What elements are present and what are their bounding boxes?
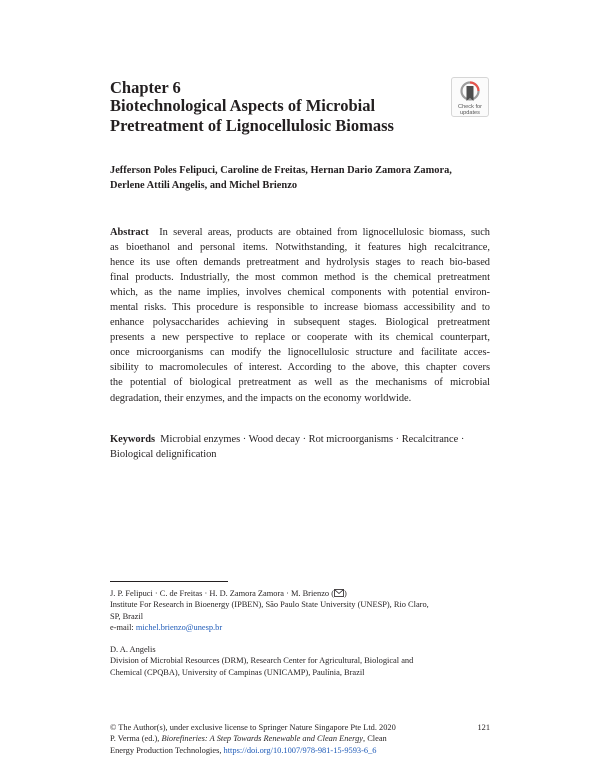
abstract-line: final products. Industrially, the most common method is the chemical pretreatment [110, 272, 490, 284]
affiliation-institution: SP, Brazil [110, 611, 144, 621]
abstract-line: which, as the name implies, involves chemical components with potential environ- [110, 287, 490, 299]
affiliation-block-1 [110, 588, 490, 633]
footnote-divider [110, 581, 228, 582]
abstract [110, 225, 490, 406]
affiliation-institution: Institute For Research in Bioenergy (IPBEN), São Paulo State University (UNESP), Rio Claro, [110, 600, 429, 610]
check-for-updates-badge[interactable] [451, 77, 489, 117]
keywords-line: Keywords Microbial enzymes · Wood decay · Rot microorganisms · Recalcitrance · [110, 434, 465, 445]
affiliation-block-2 [110, 644, 490, 678]
abstract-line: sibility to macromolecules of interest. According to the above, this chapter covers [110, 362, 490, 374]
affiliation-institution: Division of Microbial Resources (DRM), Research Center for Agricultural, Biological and [110, 656, 414, 666]
email-link[interactable]: michel.brienzo@unesp.br [135, 622, 223, 632]
keywords [110, 432, 490, 462]
chapter-title-line: Biotechnological Aspects of Microbial [110, 96, 376, 115]
abstract-line: hence its use often demands pretreatment and hydrolysis stages to reach bio-based [110, 257, 490, 269]
copyright-block [110, 722, 490, 756]
abstract-line: mental risks. This procedure is responsible to increase biomass accessibility and to [110, 302, 490, 314]
abstract-heading: Abstract [110, 227, 149, 238]
book-title: Biorefineries: A Step Towards Renewable and Clean Energy [161, 734, 364, 744]
crossmark-icon [460, 81, 480, 103]
citation-line: P. Verma (ed.), Biorefineries: A Step Towards Renewable and Clean Energy, Clean [110, 734, 387, 744]
author-line: Derlene Attili Angelis, and Michel Brienzo [110, 180, 298, 191]
affiliation-author: D. A. Angelis [110, 645, 156, 654]
check-for-updates-label: Check for updates [458, 104, 482, 116]
abstract-line: the potential of biological pretreatment as well as the mechanisms of microbial [110, 377, 490, 389]
affiliation-authors: J. P. Felipuci · C. de Freitas · H. D. Zamora Zamora · M. Brienzo ( ) [110, 589, 347, 598]
affiliation-email: e-mail: michel.brienzo@unesp.br [110, 622, 223, 632]
abstract-line: degradation, their enzymes, and the impacts on the economy worldwide. [110, 392, 412, 404]
page-number: 121 [477, 723, 490, 732]
chapter-title-line: Pretreatment of Lignocellulosic Biomass [110, 116, 394, 135]
keywords-line: Biological delignification [110, 449, 217, 460]
envelope-icon [334, 589, 344, 597]
series-line: Energy Production Technologies, https://doi.org/10.1007/978-981-15-9593-6_6 [110, 745, 377, 755]
keywords-heading: Keywords [110, 434, 156, 445]
author-list [110, 163, 490, 193]
chapter-title [110, 96, 450, 136]
abstract-line: presents a new perspective to replace or cooperate with its chemical counterpart, [110, 332, 490, 344]
affiliation-institution: Chemical (CPQBA), University of Campinas (UNICAMP), Paulínia, Brazil [110, 667, 365, 677]
doi-link[interactable]: https://doi.org/10.1007/978-981-15-9593-6_6 [223, 745, 377, 755]
abstract-line: as bioethanol and personal items. Notwithstanding, it features high recalcitrance, [110, 242, 490, 254]
copyright-line: © The Author(s), under exclusive license to Springer Nature Singapore Pte Ltd. 2020 [110, 723, 396, 732]
abstract-line: enhance polysaccharides achieving in subsequent stages. Biological pretreatment [110, 317, 490, 329]
abstract-line: Abstract In several areas, products are obtained from lignocellulosic biomass, such [110, 227, 490, 238]
author-line: Jefferson Poles Felipuci, Caroline de Freitas, Hernan Dario Zamora Zamora, [110, 165, 452, 176]
abstract-line: once microorganisms can modify the lignocellulosic structure and facilitate acces- [110, 347, 490, 359]
chapter-label: Chapter 6 [110, 78, 181, 97]
